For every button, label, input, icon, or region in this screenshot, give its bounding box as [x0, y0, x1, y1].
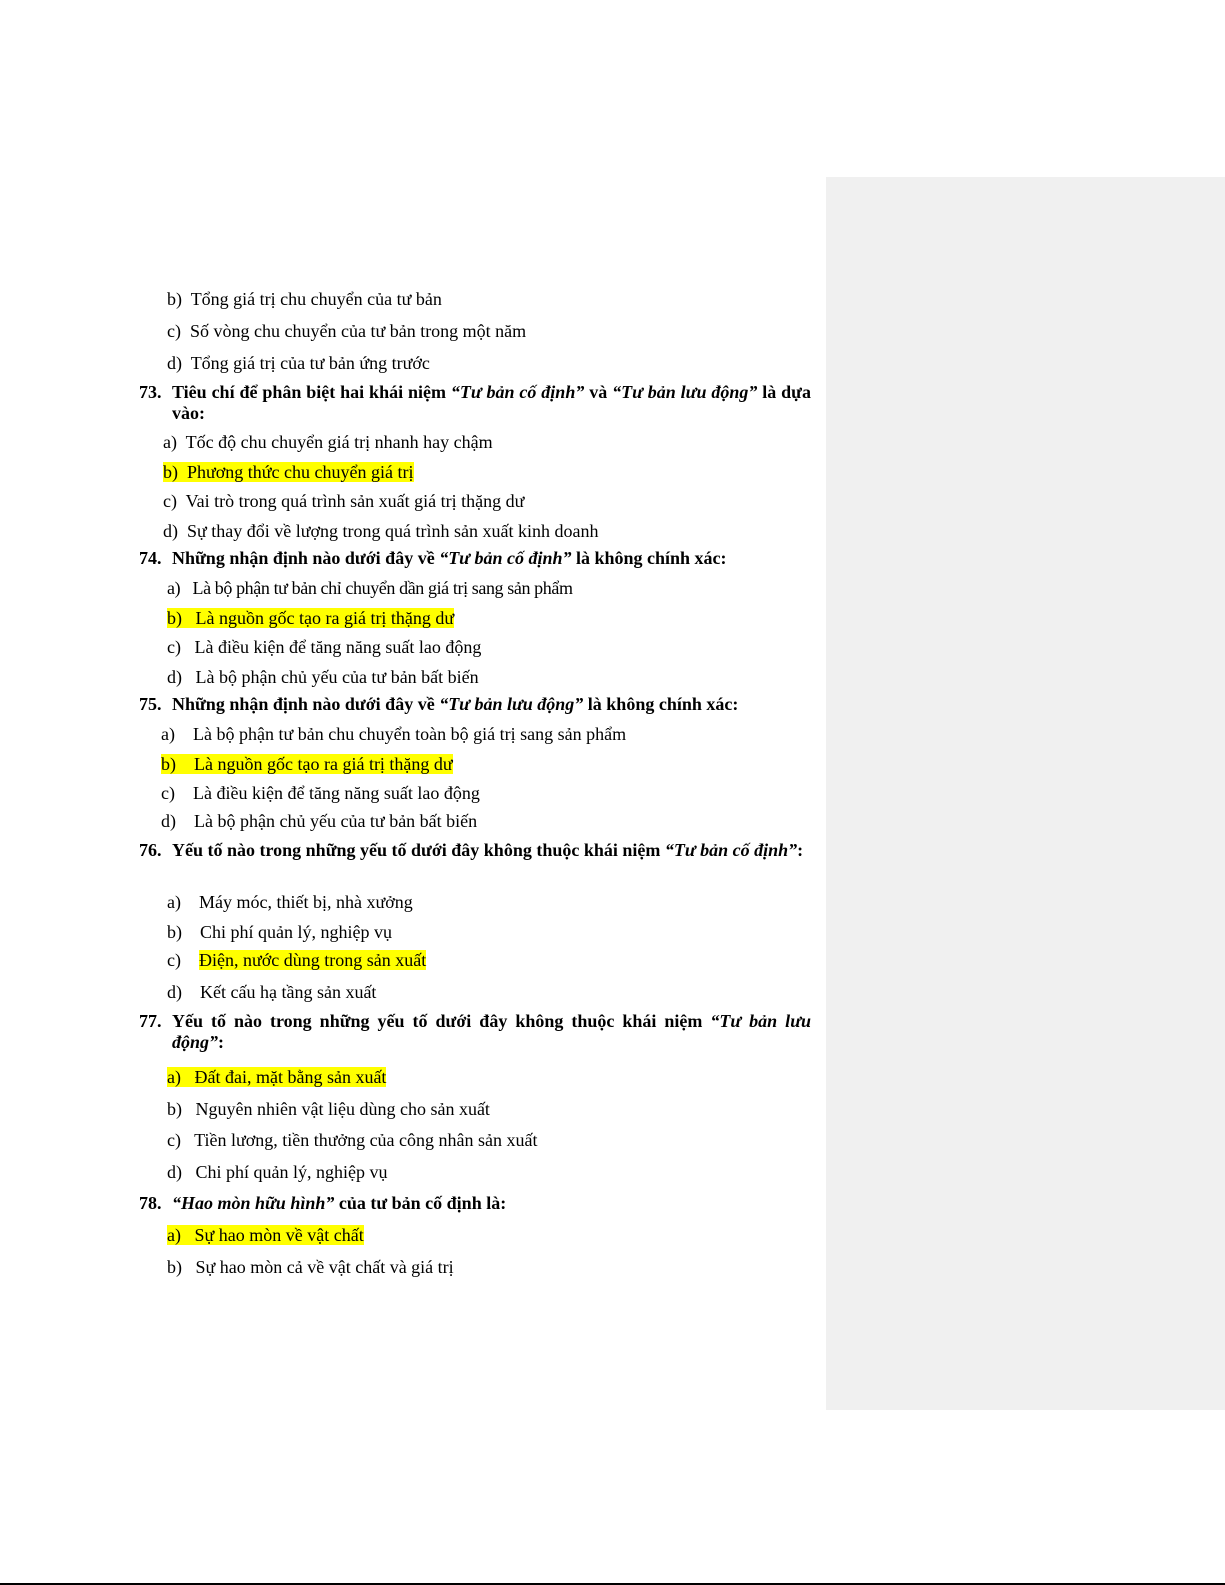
option-text: Là bộ phận tư bản chu chuyển toàn bộ giá trị sang sản phẩm	[192, 724, 627, 744]
option-letter: b)	[161, 754, 176, 774]
option-letter: d)	[167, 353, 182, 373]
option-letter: d)	[163, 521, 178, 541]
option-line	[167, 949, 426, 971]
question-term: “Tư bản cố định”	[664, 840, 798, 860]
question-term: “Hao mòn hữu hình”	[172, 1193, 335, 1213]
question-term: “Tư bản lưu động”	[439, 694, 584, 714]
option-text: Là điều kiện để tăng năng suất lao động	[194, 637, 482, 657]
option-text: Tốc độ chu chuyển giá trị nhanh hay chậm	[185, 432, 493, 452]
option-text: Số vòng chu chuyển của tư bản trong một năm	[189, 321, 527, 341]
question-term: “Tư bản lưu động”	[612, 382, 758, 402]
question-text: Tiêu chí để phân biệt hai khái niệm	[172, 382, 451, 402]
option-letter: c)	[163, 491, 177, 511]
option-letter: a)	[167, 1225, 181, 1245]
option-text: Điện, nước dùng trong sản xuất	[198, 950, 427, 970]
option-line	[167, 891, 413, 913]
option-letter: a)	[163, 432, 177, 452]
question-text: của tư bản cố định là:	[334, 1193, 507, 1213]
option-letter: a)	[167, 1067, 181, 1087]
question-text: là không chính xác:	[571, 548, 727, 568]
option-letter: b)	[167, 1099, 182, 1119]
option-letter: a)	[161, 724, 175, 744]
question-text: Những nhận định nào dưới đây về	[172, 548, 440, 568]
option-line	[163, 461, 414, 483]
option-line	[167, 352, 430, 374]
option-line	[161, 753, 453, 775]
option-letter: b)	[167, 922, 182, 942]
option-line	[167, 1161, 388, 1183]
option-letter: c)	[167, 950, 181, 970]
question-text: và	[584, 382, 613, 402]
question-73	[139, 382, 811, 424]
question-75	[139, 694, 811, 715]
question-term: “Tư bản cố định”	[439, 548, 572, 568]
option-line	[167, 921, 392, 943]
option-text: Sự hao mòn về vật chất	[194, 1225, 364, 1245]
option-text: Chi phí quản lý, nghiệp vụ	[195, 1162, 388, 1182]
highlighted-answer	[167, 1067, 386, 1087]
question-text: Yếu tố nào trong những yếu tố dưới đây không thuộc khái niệm	[172, 840, 665, 860]
option-text: Là nguồn gốc tạo ra giá trị thặng dư	[195, 608, 455, 628]
option-line	[167, 1098, 490, 1120]
option-text: Kết cấu hạ tầng sản xuất	[200, 982, 377, 1002]
question-term: “Tư bản cố định”	[450, 382, 585, 402]
option-letter: c)	[167, 321, 181, 341]
option-line	[167, 1256, 454, 1278]
option-line	[167, 288, 442, 310]
option-line	[163, 520, 598, 542]
option-line	[163, 490, 524, 512]
highlighted-answer	[167, 1225, 364, 1245]
option-letter: d)	[161, 811, 176, 831]
option-line	[167, 666, 479, 688]
option-line	[167, 1129, 538, 1151]
option-letter: d)	[167, 1162, 182, 1182]
option-text: Vai trò trong quá trình sản xuất giá trị thặng dư	[185, 491, 525, 511]
option-letter: d)	[167, 667, 182, 687]
option-text: Là nguồn gốc tạo ra giá trị thặng dư	[194, 754, 453, 774]
option-text: Nguyên nhiên vật liệu dùng cho sản xuất	[195, 1099, 490, 1119]
comment-pane	[826, 177, 1225, 1410]
option-letter: b)	[167, 608, 182, 628]
option-letter: a)	[167, 892, 181, 912]
question-number: 77.	[139, 1011, 162, 1031]
option-line	[167, 607, 454, 629]
option-text: Là điều kiện để tăng năng suất lao động	[192, 783, 480, 803]
question-78	[139, 1193, 811, 1214]
option-text: Là bộ phận tư bản chỉ chuyển dần giá trị sang sản phẩm	[192, 578, 573, 598]
question-number: 76.	[139, 840, 162, 860]
question-number: 74.	[139, 548, 162, 568]
option-letter: c)	[161, 783, 175, 803]
option-text: Sự thay đổi về lượng trong quá trình sản xuất kinh doanh	[187, 521, 599, 541]
option-line	[167, 636, 481, 658]
question-number: 75.	[139, 694, 162, 714]
option-letter: c)	[167, 1130, 181, 1150]
option-text: Phương thức chu chuyển giá trị	[187, 462, 414, 482]
question-term: “Tư bản lưu động”	[172, 1011, 811, 1052]
question-number: 78.	[139, 1193, 162, 1213]
option-line	[163, 431, 493, 453]
option-line	[161, 782, 480, 804]
option-line	[167, 981, 376, 1003]
option-text: Chi phí quản lý, nghiệp vụ	[200, 922, 392, 942]
option-letter: b)	[163, 462, 178, 482]
highlighted-answer	[161, 754, 453, 774]
option-text: Là bộ phận chủ yếu của tư bản bất biến	[194, 811, 478, 831]
question-77	[139, 1011, 811, 1053]
option-text: Tiền lương, tiền thưởng của công nhân sản xuất	[194, 1130, 538, 1150]
option-line	[161, 723, 626, 745]
option-line	[161, 810, 477, 832]
question-text: :	[218, 1032, 225, 1052]
question-74	[139, 548, 811, 569]
option-letter: a)	[167, 578, 181, 598]
option-letter: b)	[167, 289, 182, 309]
option-letter: d)	[167, 982, 182, 1002]
option-letter: c)	[167, 637, 181, 657]
option-line	[167, 577, 573, 599]
question-text: là dựa vào:	[172, 382, 811, 423]
option-text: Đất đai, mặt bằng sản xuất	[194, 1067, 387, 1087]
question-text: Yếu tố nào trong những yếu tố dưới đây không thuộc khái niệm	[172, 1011, 711, 1031]
option-text: Tổng giá trị chu chuyển của tư bản	[190, 289, 442, 309]
question-76	[139, 840, 811, 861]
question-number: 73.	[139, 382, 162, 402]
question-text: Những nhận định nào dưới đây về	[172, 694, 440, 714]
option-letter: b)	[167, 1257, 182, 1277]
option-line	[167, 320, 526, 342]
highlighted-answer	[167, 608, 454, 628]
question-text: :	[797, 840, 804, 860]
highlighted-answer	[163, 462, 414, 482]
option-line	[167, 1066, 386, 1088]
option-line	[167, 1224, 364, 1246]
option-text: Là bộ phận chủ yếu của tư bản bất biến	[195, 667, 479, 687]
option-text: Máy móc, thiết bị, nhà xưởng	[198, 892, 413, 912]
option-text: Tổng giá trị của tư bản ứng trước	[190, 353, 430, 373]
question-text: là không chính xác:	[583, 694, 739, 714]
option-text: Sự hao mòn cả về vật chất và giá trị	[195, 1257, 454, 1277]
